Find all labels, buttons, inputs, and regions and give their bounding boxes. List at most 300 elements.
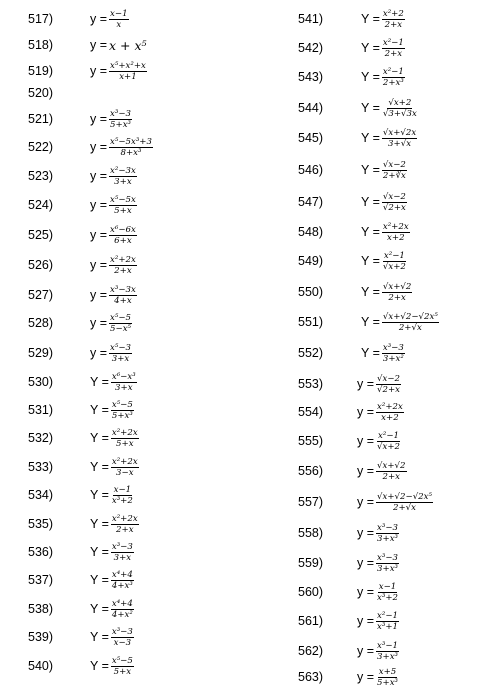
fraction-numerator: x²−1 xyxy=(382,66,404,77)
exercise-item xyxy=(298,581,494,603)
fraction xyxy=(376,402,404,423)
equation xyxy=(357,373,401,395)
exercise-number: 526) xyxy=(28,258,54,272)
fraction xyxy=(376,523,399,544)
fraction-numerator: x−1 xyxy=(378,581,397,592)
exercise-number: 530) xyxy=(28,375,54,389)
fraction xyxy=(111,627,134,648)
fraction-denominator: x³+2 xyxy=(377,592,398,603)
equation xyxy=(90,655,134,677)
fraction-numerator: x⁵+x²+x xyxy=(110,60,146,71)
fraction-denominator: 2+x xyxy=(116,524,134,535)
equation xyxy=(361,37,405,59)
fraction-denominator: 5+x³ xyxy=(377,677,398,688)
fraction-numerator: x⁶−6x xyxy=(110,224,136,235)
equation-lhs: Y = xyxy=(90,375,109,389)
equation xyxy=(361,8,405,30)
fraction-numerator: x³−3 xyxy=(110,108,131,119)
fraction-numerator: x²−1 xyxy=(382,37,404,48)
fraction-numerator: x³−3 xyxy=(111,626,133,637)
exercise-item xyxy=(28,626,258,648)
equation-lhs: Y = xyxy=(361,131,380,145)
equation xyxy=(90,312,132,334)
fraction-numerator: x³−3 xyxy=(111,541,133,552)
exercise-item xyxy=(28,427,258,449)
fraction xyxy=(382,312,439,333)
exercise-item xyxy=(28,8,258,30)
exercise-number: 552) xyxy=(298,346,324,360)
exercise-item xyxy=(298,250,494,272)
equation xyxy=(90,598,134,620)
fraction-denominator: 2+x xyxy=(384,19,403,30)
fraction xyxy=(382,98,418,119)
exercise-item xyxy=(298,430,494,452)
equation-lhs: y = xyxy=(357,495,375,509)
fraction-numerator: √x+√2 xyxy=(377,460,406,471)
fraction-denominator: 4+x³ xyxy=(111,580,133,591)
exercise-number: 521) xyxy=(28,112,54,126)
equation xyxy=(361,159,407,181)
equation xyxy=(90,342,132,364)
equation-lhs: Y = xyxy=(90,630,109,644)
exercise-number: 542) xyxy=(298,41,324,55)
fraction-denominator: 3+x xyxy=(115,382,133,393)
fraction-numerator: x³−3x xyxy=(110,284,136,295)
equation-lhs: y = xyxy=(90,64,108,78)
equation-lhs: Y = xyxy=(361,225,380,239)
fraction-denominator: 2+x xyxy=(384,48,403,59)
fraction xyxy=(376,553,399,574)
fraction-denominator: 5+x³ xyxy=(111,410,133,421)
fraction-denominator: 2+x xyxy=(388,292,406,303)
exercise-item xyxy=(28,598,258,620)
equation-lhs: y = xyxy=(90,258,108,272)
fraction xyxy=(111,599,134,620)
equation-lhs: Y = xyxy=(90,431,109,445)
exercise-item xyxy=(298,522,494,544)
exercise-item xyxy=(298,342,494,364)
equation xyxy=(90,254,137,276)
fraction-denominator: x xyxy=(116,19,122,30)
fraction-denominator: √x+2 xyxy=(382,261,406,272)
exercise-item xyxy=(298,281,494,303)
equation-lhs: y = xyxy=(357,377,375,391)
equation xyxy=(90,371,137,393)
fraction-numerator: √x+√2 xyxy=(382,281,412,292)
fraction-numerator: x³−3 xyxy=(382,342,404,353)
equation xyxy=(357,460,407,482)
equation-lhs: y = xyxy=(357,526,375,540)
fraction-denominator: 2+x xyxy=(382,471,401,482)
exercise-number: 524) xyxy=(28,198,54,212)
exercise-number: 535) xyxy=(28,517,54,531)
fraction xyxy=(109,313,132,334)
fraction xyxy=(382,343,405,364)
exercise-number: 538) xyxy=(28,602,54,616)
fraction-denominator: √2+x xyxy=(377,384,401,395)
exercise-number: 562) xyxy=(298,644,324,658)
equation xyxy=(357,666,399,688)
equation-lhs: Y = xyxy=(90,573,109,587)
exercise-number: 559) xyxy=(298,556,324,570)
exercise-item xyxy=(28,34,258,56)
equation-lhs: y = xyxy=(357,556,375,570)
equation-lhs: Y = xyxy=(361,195,380,209)
equation xyxy=(361,97,418,119)
equation-lhs: y = xyxy=(90,38,108,52)
equation xyxy=(357,581,399,603)
fraction xyxy=(111,428,139,449)
equation xyxy=(90,8,129,30)
exercise-item xyxy=(28,541,258,563)
exercise-item xyxy=(28,399,258,421)
equation-lhs: Y = xyxy=(90,460,109,474)
fraction xyxy=(111,400,134,421)
fraction-denominator: 3+x³ xyxy=(377,651,398,662)
exercise-number: 545) xyxy=(298,131,324,145)
equation xyxy=(361,221,410,243)
exercise-item xyxy=(298,552,494,574)
fraction-numerator: x²−3x xyxy=(110,165,136,176)
fraction xyxy=(111,372,137,393)
exercise-item xyxy=(298,159,494,181)
fraction xyxy=(111,457,139,478)
fraction-denominator: 3+√x xyxy=(388,138,412,149)
exercise-item xyxy=(28,108,258,130)
fraction-numerator: x²−1 xyxy=(383,250,405,261)
exercise-item xyxy=(28,194,258,216)
exercise-item xyxy=(298,127,494,149)
exercise-item xyxy=(298,221,494,243)
equation xyxy=(361,250,407,272)
fraction-numerator: √x+√2x xyxy=(382,127,417,138)
fraction-denominator: √3+√3x xyxy=(382,108,417,119)
equation-lhs: Y = xyxy=(361,41,380,55)
equation xyxy=(90,484,134,506)
equation xyxy=(90,456,139,478)
equation xyxy=(357,640,399,662)
exercise-item xyxy=(28,371,258,393)
exercise-number: 531) xyxy=(28,403,54,417)
fraction-numerator: x⁴+4 xyxy=(111,569,133,580)
fraction-denominator: 3+x xyxy=(111,353,130,364)
fraction-denominator: 2+x³ xyxy=(382,77,404,88)
fraction-denominator: √2+x xyxy=(382,202,406,213)
exercise-number: 520) xyxy=(28,86,54,100)
exercise-number: 549) xyxy=(298,254,324,268)
equation xyxy=(357,522,399,544)
exercise-number: 551) xyxy=(298,315,324,329)
fraction-denominator: x+2 xyxy=(387,232,405,243)
fraction-numerator: x⁶−x³ xyxy=(111,371,136,382)
fraction-numerator: x⁴+4 xyxy=(111,598,133,609)
fraction xyxy=(382,9,405,30)
exercise-number: 544) xyxy=(298,101,324,115)
exercise-item xyxy=(28,484,258,506)
fraction xyxy=(382,67,405,88)
fraction-denominator: 3+x² xyxy=(382,353,404,364)
fraction xyxy=(111,542,134,563)
fraction-numerator: x²+2x xyxy=(111,456,138,467)
equation xyxy=(90,569,134,591)
equation-lhs: y = xyxy=(90,169,108,183)
exercise-number: 519) xyxy=(28,64,54,78)
exercise-item xyxy=(298,66,494,88)
fraction-numerator: √x−2 xyxy=(377,373,401,384)
exercise-item xyxy=(28,569,258,591)
fraction xyxy=(109,137,153,158)
fraction xyxy=(109,195,137,216)
exercise-number: 558) xyxy=(298,526,324,540)
fraction-denominator: 2+∛x xyxy=(382,170,406,181)
equation xyxy=(357,430,401,452)
fraction-numerator: x⁵−3 xyxy=(110,342,131,353)
equation xyxy=(361,66,405,88)
equation-lhs: Y = xyxy=(361,163,380,177)
fraction-numerator: x⁵−5 xyxy=(111,399,133,410)
fraction-numerator: x²+2x xyxy=(382,221,409,232)
fraction xyxy=(109,166,137,187)
exercise-item xyxy=(28,165,258,187)
exercise-number: 534) xyxy=(28,488,54,502)
fraction xyxy=(111,570,134,591)
exercise-number: 539) xyxy=(28,630,54,644)
fraction xyxy=(382,38,405,59)
equation xyxy=(90,513,139,535)
equation xyxy=(90,60,147,82)
equation xyxy=(357,401,404,423)
fraction-denominator: 6+x xyxy=(114,235,132,246)
fraction-numerator: x²−1 xyxy=(377,610,398,621)
equation-lhs: Y = xyxy=(90,403,109,417)
equation-expression: x + x⁵ xyxy=(109,37,147,53)
exercise-number: 540) xyxy=(28,659,54,673)
fraction-denominator: 5+x xyxy=(113,666,132,677)
fraction-numerator: x²+2x xyxy=(377,401,403,412)
fraction-numerator: √x−2 xyxy=(382,159,406,170)
fraction-denominator: 3+x³ xyxy=(377,563,398,574)
fraction-denominator: 2+√x xyxy=(398,322,422,333)
equation-lhs: y = xyxy=(357,670,375,684)
fraction-numerator: √x+√2−√2x⁵ xyxy=(377,491,432,502)
exercise-number: 533) xyxy=(28,460,54,474)
equation xyxy=(90,224,137,246)
fraction-denominator: 5+x³ xyxy=(110,119,131,130)
exercise-item xyxy=(28,82,258,104)
exercise-number: 517) xyxy=(28,12,54,26)
equation xyxy=(361,127,417,149)
exercise-number: 553) xyxy=(298,377,324,391)
exercise-number: 518) xyxy=(28,38,54,52)
fraction-denominator: x³+1 xyxy=(377,621,398,632)
fraction-numerator: √x+√2−√2x⁵ xyxy=(382,311,438,322)
fraction-denominator: 2+√x xyxy=(392,502,416,513)
fraction-denominator: 5+x xyxy=(114,205,132,216)
fraction xyxy=(111,485,134,506)
equation-lhs: Y = xyxy=(361,12,380,26)
equation xyxy=(361,281,412,303)
exercise-item xyxy=(298,460,494,482)
fraction-denominator: x³+2 xyxy=(111,495,133,506)
fraction xyxy=(109,255,137,276)
exercise-number: 563) xyxy=(298,670,324,684)
fraction xyxy=(109,285,137,306)
exercise-item xyxy=(28,284,258,306)
equation-lhs: y = xyxy=(90,198,108,212)
exercise-item xyxy=(298,97,494,119)
exercise-item xyxy=(28,224,258,246)
exercise-number: 532) xyxy=(28,431,54,445)
equation-lhs: y = xyxy=(90,346,108,360)
equation-lhs: Y = xyxy=(90,488,109,502)
fraction-numerator: x²+2x xyxy=(110,254,136,265)
equation-lhs: Y = xyxy=(361,346,380,360)
equation-lhs: y = xyxy=(357,585,375,599)
equation xyxy=(361,342,405,364)
fraction-numerator: x³−3 xyxy=(377,522,398,533)
fraction-denominator: √x+2 xyxy=(377,441,401,452)
fraction xyxy=(111,514,139,535)
equation-lhs: Y = xyxy=(90,517,109,531)
equation xyxy=(361,311,439,333)
equation-lhs: y = xyxy=(90,316,108,330)
exercise-number: 555) xyxy=(298,434,324,448)
equation-lhs: y = xyxy=(90,12,108,26)
equation xyxy=(90,136,153,158)
fraction-numerator: x−1 xyxy=(113,484,132,495)
fraction xyxy=(109,225,137,246)
fraction xyxy=(382,251,407,272)
exercise-number: 528) xyxy=(28,316,54,330)
fraction-numerator: x+5 xyxy=(378,666,397,677)
fraction xyxy=(109,9,129,30)
equation-lhs: y = xyxy=(90,228,108,242)
fraction-denominator: 3+x xyxy=(114,176,132,187)
equation xyxy=(90,541,134,563)
equation xyxy=(361,191,407,213)
exercise-number: 560) xyxy=(298,585,324,599)
equation-lhs: Y = xyxy=(90,545,109,559)
equation xyxy=(90,108,132,130)
fraction xyxy=(109,61,147,82)
equation-lhs: Y = xyxy=(361,70,380,84)
fraction xyxy=(376,611,399,632)
fraction-numerator: x³−3 xyxy=(377,552,398,563)
fraction xyxy=(376,461,406,482)
fraction xyxy=(382,192,407,213)
exercise-number: 550) xyxy=(298,285,324,299)
exercise-item xyxy=(298,311,494,333)
exercise-item xyxy=(28,136,258,158)
fraction-denominator: x+1 xyxy=(119,71,137,82)
fraction-denominator: 8+x³ xyxy=(120,147,142,158)
exercise-item xyxy=(28,312,258,334)
equation-lhs: y = xyxy=(357,405,375,419)
exercise-number: 527) xyxy=(28,288,54,302)
equation xyxy=(357,610,399,632)
exercise-item xyxy=(28,254,258,276)
exercise-number: 529) xyxy=(28,346,54,360)
exercise-number: 537) xyxy=(28,573,54,587)
equation xyxy=(90,194,137,216)
equation-lhs: y = xyxy=(357,434,375,448)
fraction-denominator: 3+x xyxy=(113,552,132,563)
fraction-denominator: 3+x³ xyxy=(377,533,398,544)
equation-lhs: y = xyxy=(90,140,108,154)
equation xyxy=(90,165,137,187)
exercise-number: 543) xyxy=(298,70,324,84)
equation xyxy=(90,284,137,306)
exercise-item xyxy=(298,666,494,688)
exercise-number: 522) xyxy=(28,140,54,154)
equation xyxy=(90,34,147,56)
equation-lhs: Y = xyxy=(90,659,109,673)
exercise-item xyxy=(298,640,494,662)
exercise-number: 541) xyxy=(298,12,324,26)
fraction xyxy=(382,282,412,303)
fraction xyxy=(376,641,399,662)
fraction-denominator: 5−x⁵ xyxy=(110,323,131,334)
fraction xyxy=(376,374,401,395)
fraction-denominator: 4+x² xyxy=(111,609,133,620)
fraction xyxy=(109,343,132,364)
exercise-number: 561) xyxy=(298,614,324,628)
exercise-item xyxy=(298,373,494,395)
fraction xyxy=(376,667,399,688)
fraction xyxy=(376,431,401,452)
equation-lhs: y = xyxy=(90,288,108,302)
exercise-number: 523) xyxy=(28,169,54,183)
exercise-item xyxy=(28,456,258,478)
equation-lhs: Y = xyxy=(361,315,380,329)
fraction-numerator: x⁵−5 xyxy=(110,312,131,323)
exercise-number: 554) xyxy=(298,405,324,419)
exercise-item xyxy=(298,8,494,30)
equation-lhs: y = xyxy=(90,112,108,126)
fraction-denominator: x+2 xyxy=(381,412,399,423)
fraction-denominator: 3−x xyxy=(116,467,134,478)
equation-lhs: Y = xyxy=(90,602,109,616)
exercise-item xyxy=(298,401,494,423)
fraction xyxy=(382,128,417,149)
fraction-numerator: x⁵−5x xyxy=(110,194,136,205)
equation-lhs: y = xyxy=(357,614,375,628)
exercise-item xyxy=(28,655,258,677)
fraction xyxy=(111,656,134,677)
fraction xyxy=(109,109,132,130)
equation-lhs: Y = xyxy=(361,285,380,299)
exercise-item xyxy=(298,37,494,59)
fraction-numerator: √x+2 xyxy=(388,97,412,108)
fraction-numerator: x³−1 xyxy=(377,640,398,651)
exercise-number: 525) xyxy=(28,228,54,242)
fraction-numerator: x−1 xyxy=(110,8,128,19)
fraction-denominator: 5+x xyxy=(116,438,134,449)
fraction xyxy=(376,492,433,513)
fraction-numerator: x²+2x xyxy=(111,427,138,438)
equation xyxy=(357,552,399,574)
equation-lhs: Y = xyxy=(361,254,380,268)
exercise-item xyxy=(298,191,494,213)
fraction xyxy=(376,582,399,603)
fraction xyxy=(382,222,410,243)
equation xyxy=(90,427,139,449)
exercise-item xyxy=(298,610,494,632)
exercise-number: 557) xyxy=(298,495,324,509)
fraction-denominator: x−3 xyxy=(113,637,132,648)
exercise-number: 546) xyxy=(298,163,324,177)
fraction-numerator: x²+2 xyxy=(382,8,404,19)
